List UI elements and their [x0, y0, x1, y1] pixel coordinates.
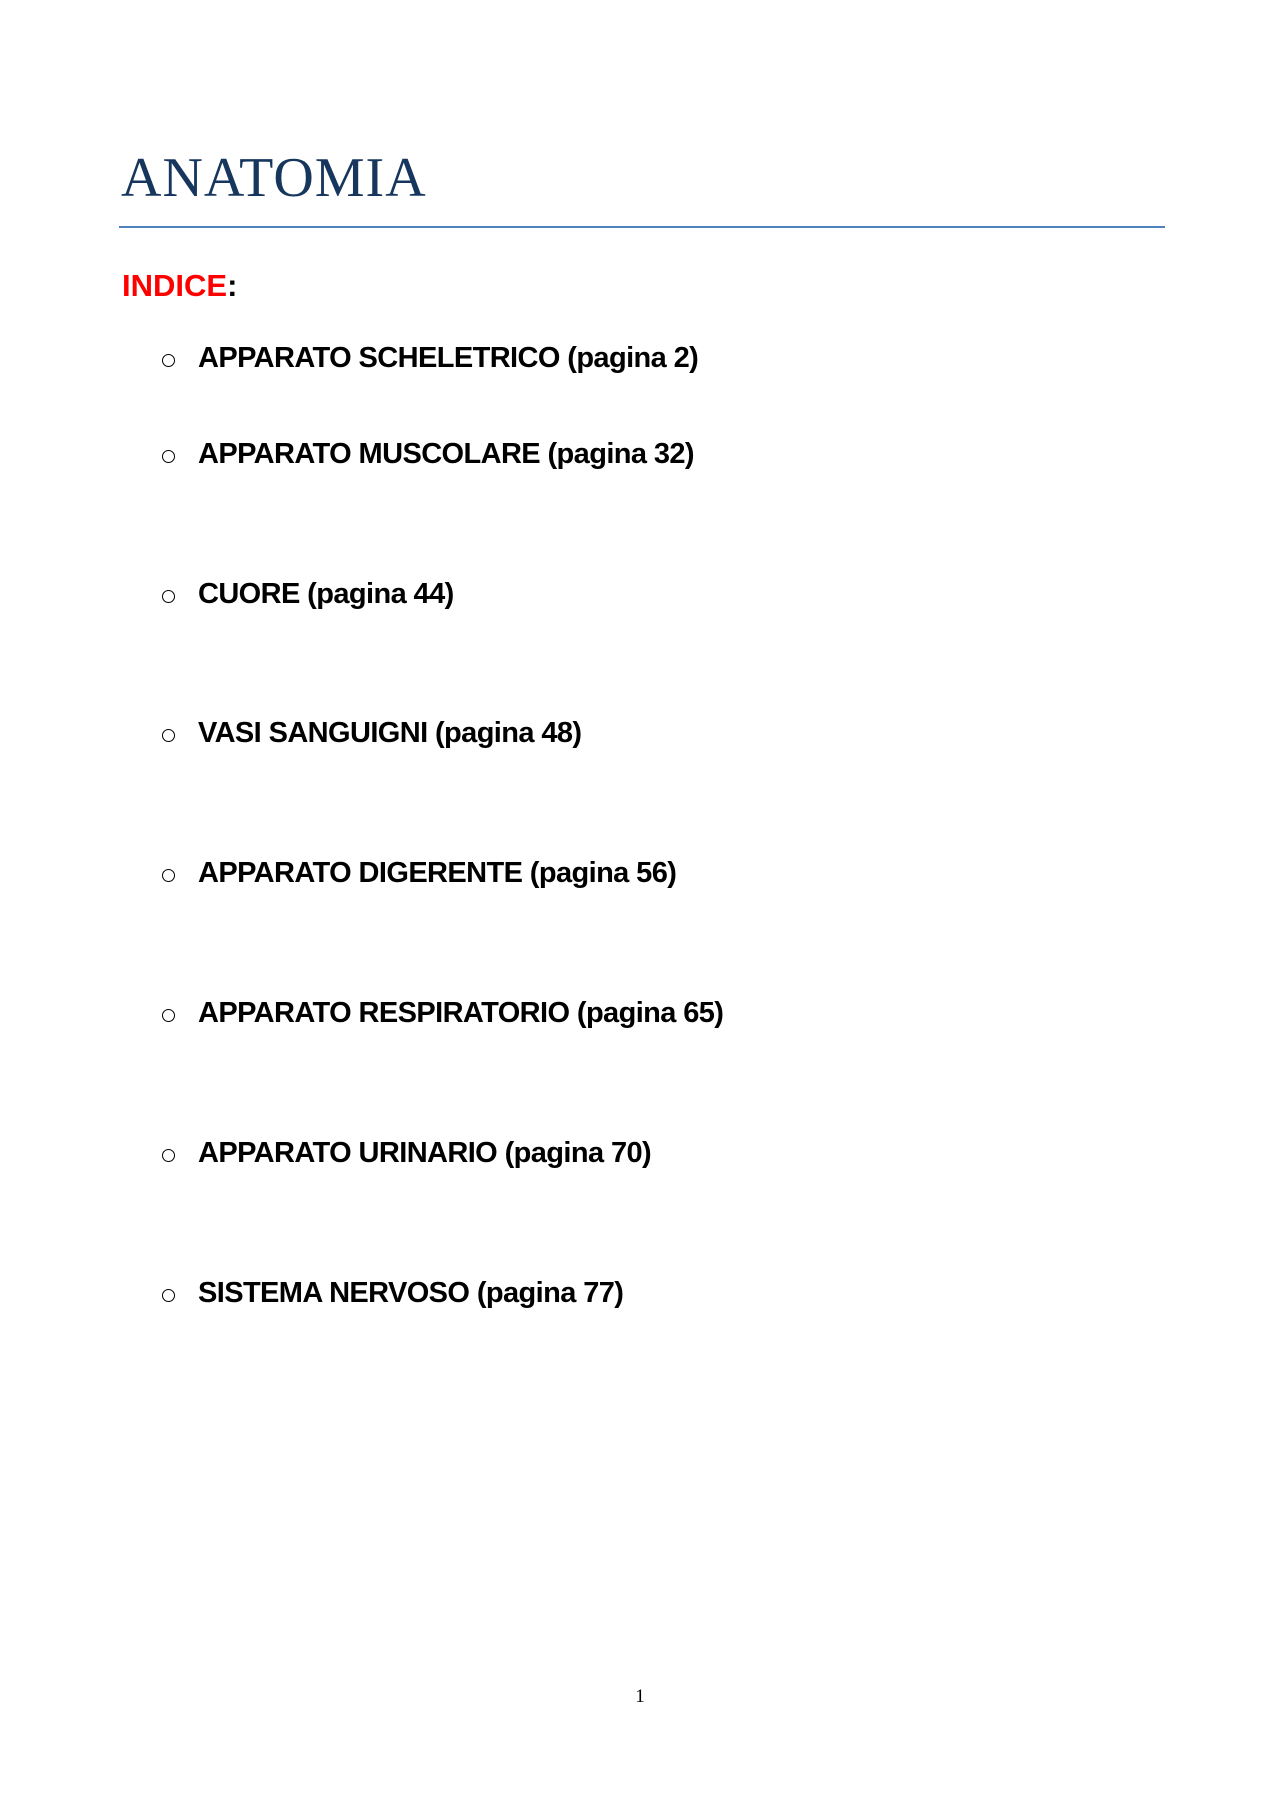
toc-item	[162, 719, 581, 748]
hollow-circle-bullet-icon	[162, 354, 175, 367]
index-heading-colon: :	[227, 268, 238, 303]
toc-item-label: APPARATO MUSCOLARE (pagina 32)	[198, 438, 694, 470]
toc-item	[162, 440, 694, 469]
toc-item	[162, 859, 676, 888]
hollow-circle-bullet-icon	[162, 590, 175, 603]
hollow-circle-bullet-icon	[162, 1149, 175, 1162]
page-number: 1	[635, 1686, 645, 1707]
title-underline-rule	[119, 226, 1165, 228]
hollow-circle-bullet-icon	[162, 869, 175, 882]
index-heading-word: INDICE	[122, 268, 228, 303]
toc-item-label: CUORE (pagina 44)	[198, 578, 454, 610]
page-title: ANATOMIA	[121, 147, 427, 209]
index-heading	[122, 270, 237, 301]
hollow-circle-bullet-icon	[162, 729, 175, 742]
hollow-circle-bullet-icon	[162, 1009, 175, 1022]
toc-item	[162, 344, 698, 373]
toc-item-label: APPARATO RESPIRATORIO (pagina 65)	[198, 997, 724, 1029]
toc-item	[162, 1139, 651, 1168]
toc-item-label: APPARATO URINARIO (pagina 70)	[198, 1137, 652, 1169]
hollow-circle-bullet-icon	[162, 450, 175, 463]
toc-item	[162, 1279, 623, 1308]
toc-item-label: SISTEMA NERVOSO (pagina 77)	[198, 1277, 624, 1309]
toc-item-label: VASI SANGUIGNI (pagina 48)	[198, 717, 582, 749]
toc-item	[162, 999, 723, 1028]
toc-item	[162, 580, 454, 609]
toc-item-label: APPARATO DIGERENTE (pagina 56)	[198, 857, 677, 889]
hollow-circle-bullet-icon	[162, 1289, 175, 1302]
toc-item-label: APPARATO SCHELETRICO (pagina 2)	[198, 342, 699, 374]
